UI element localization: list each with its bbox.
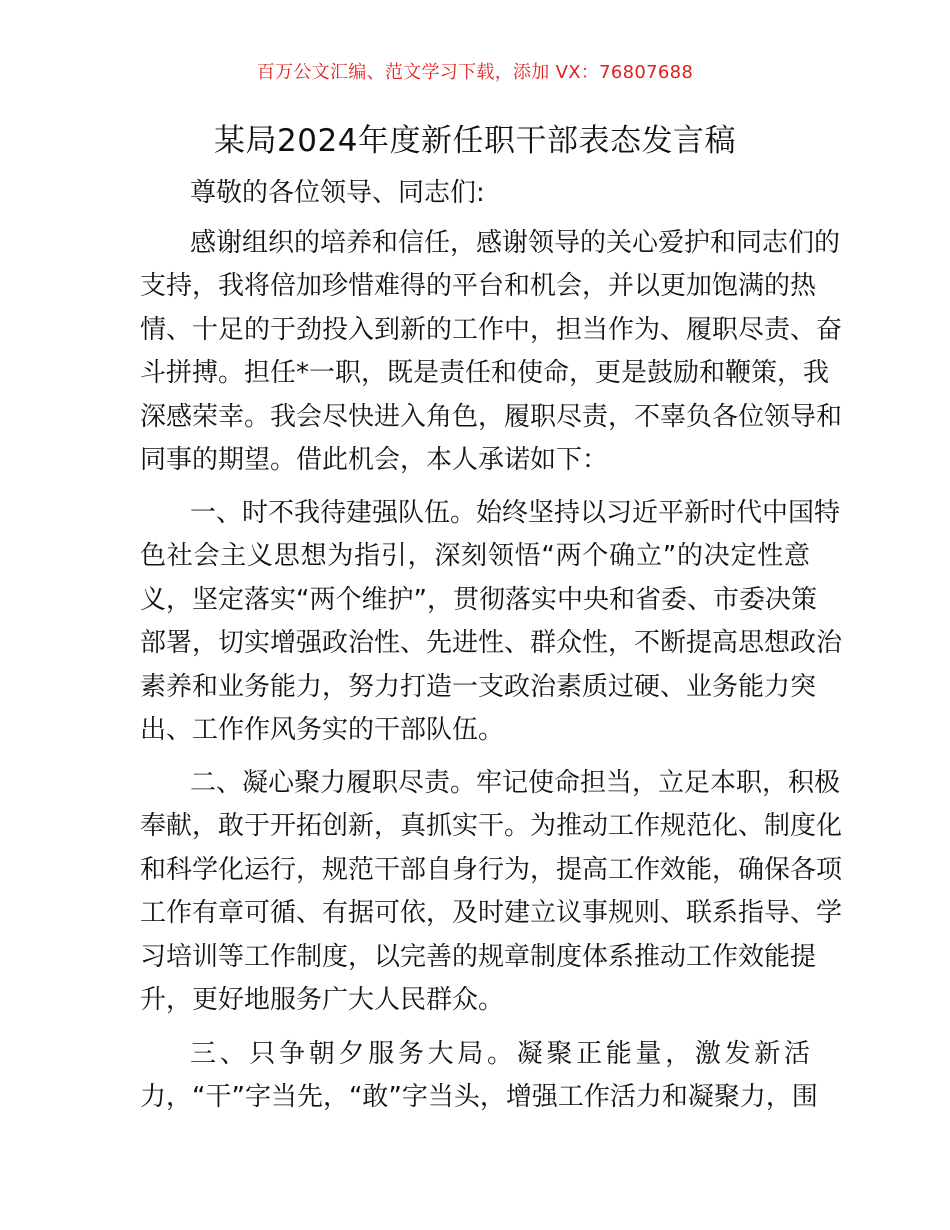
paragraph-line: 斗拼搏。担任*一职，既是责任和使命，更是鼓励和鞭策，我 <box>140 358 830 389</box>
paragraph-line: 出、工作作风务实的干部队伍。 <box>140 715 505 745</box>
paragraph-line: 情、十足的于劲投入到新的工作中，担当作为、履职尽责、奋 <box>140 314 843 345</box>
greeting-line: 尊敬的各位领导、同志们: <box>190 178 485 208</box>
paragraph-line: 力，“干”字当先，“敢”字当头，增强工作活力和凝聚力，围 <box>140 1082 818 1113</box>
paragraph-line: 素养和业务能力，努力打造一支政治素质过硬、业务能力突 <box>140 671 817 702</box>
paragraph-line: 奉献，敢于开拓创新，真抓实干。为推动工作规范化、制度化 <box>140 811 843 842</box>
paragraph-line: 一、时不我待建强队伍。始终坚持以习近平新时代中国特 <box>190 498 841 528</box>
paragraph-line: 二、凝心聚力履职尽责。牢记使命担当，立足本职，积极 <box>190 768 841 798</box>
paragraph-line: 部署，切实增强政治性、先进性、群众性，不断提高思想政治 <box>140 628 843 659</box>
paragraph-line: 支持，我将倍加珍惜难得的平台和机会，并以更加饱满的热 <box>140 271 817 302</box>
paragraph-line: 色社会主义思想为指引，深刻领悟“两个确立”的决定性意 <box>140 541 810 572</box>
document-title: 某局2024年度新任职干部表态发言稿 <box>214 123 736 159</box>
paragraph-line: 感谢组织的培养和信任，感谢领导的关心爱护和同志们的 <box>190 228 841 258</box>
paragraph-line: 习培训等工作制度，以完善的规章制度体系推动工作效能提 <box>140 941 817 972</box>
paragraph-line: 三、只争朝夕服务大局。凝聚正能量，激发新活 <box>190 1039 810 1069</box>
paragraph-line: 工作有章可循、有据可依，及时建立议事规则、联系指导、学 <box>140 898 843 929</box>
paragraph-line: 同事的期望。借此机会，本人承诺如下： <box>140 445 609 475</box>
watermark-contact-banner: 百万公文汇编、范文学习下载，添加 VX：76807688 <box>256 62 694 83</box>
paragraph-line: 义，坚定落实“两个维护”，贯彻落实中央和省委、市委决策 <box>140 584 817 615</box>
paragraph-line: 深感荣幸。我会尽快进入角色，履职尽责，不辜负各位领导和 <box>140 401 843 432</box>
paragraph-line: 升，更好地服务广大人民群众。 <box>140 985 505 1015</box>
paragraph-line: 和科学化运行，规范干部自身行为，提高工作效能，确保各项 <box>140 854 843 885</box>
